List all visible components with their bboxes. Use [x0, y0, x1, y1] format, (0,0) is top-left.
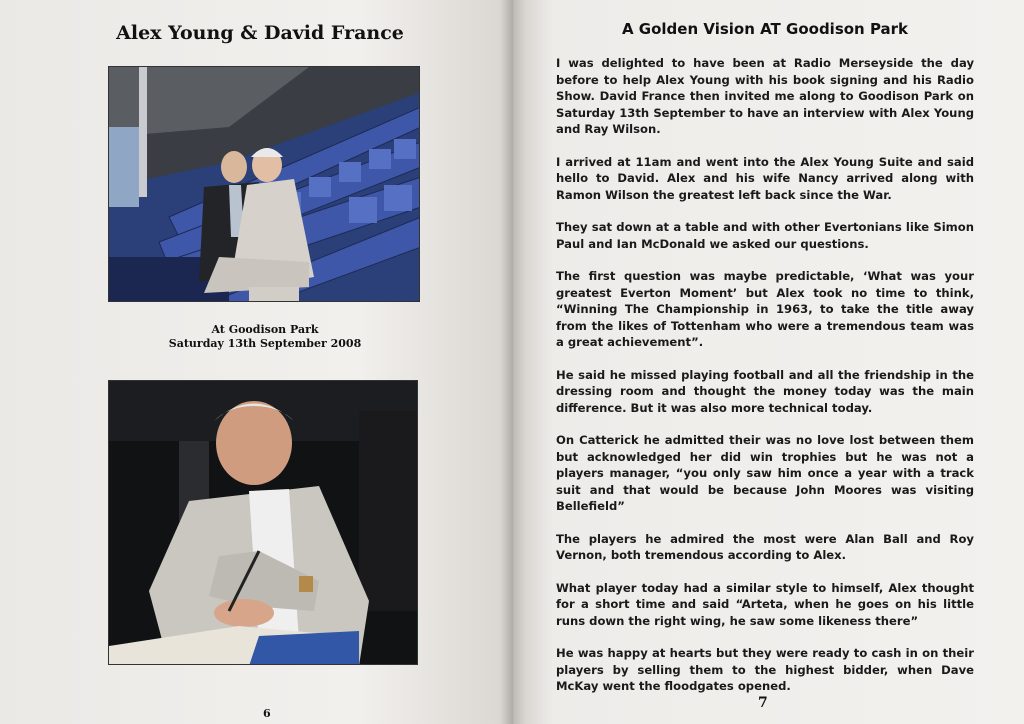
- paragraph-3: They sat down at a table and with other Evertonians like Simon Paul and Ian McDonald we asked our questions.: [556, 220, 974, 251]
- stadium-seats-illustration: [109, 67, 420, 302]
- paragraph-6: On Catterick he admitted their was no love lost between them but acknowledged her did win trophies but he was not a players manager, “you only saw him once a year with a track suit and that would be because John Moores was visiting Bellefield”: [556, 433, 974, 513]
- paragraph-9: He was happy at hearts but they were ready to cash in on their players by selling them to the highest bidder, when Dave McKay went the floodgates opened.: [556, 646, 974, 693]
- paragraph-7: The players he admired the most were Alan Ball and Roy Vernon, both tremendous according to Alex.: [556, 531, 974, 562]
- stadium-seats-photo: [108, 66, 420, 302]
- right-page-title: A Golden Vision AT Goodison Park: [621, 20, 909, 38]
- left-page-title: Alex Young & David France: [116, 22, 404, 44]
- book-spine: [500, 0, 526, 724]
- paragraph-4: The first question was maybe predictable, ‘What was your greatest Everton Moment’ but Alex took no time to think, “Winning The Championship in 1963, to take the title away from the likes of Tottenham who were a tremendous team was a great achievement”.: [556, 269, 974, 349]
- book-signing-illustration: [109, 381, 418, 665]
- paragraph-2: I arrived at 11am and went into the Alex Young Suite and said hello to David. Alex and his wife Nancy arrived along with Ramon Wilson the greatest left back since the War.: [556, 154, 974, 202]
- paragraph-1: I was delighted to have been at Radio Merseyside the day before to help Alex Young with his book signing and his Radio Show. David France then invited me along to Goodison Park on Saturday 13th September to have an interview with Alex Young and Ray Wilson.: [556, 56, 974, 136]
- page-number-left: 6: [263, 707, 271, 720]
- paragraph-5: He said he missed playing football and all the friendship in the dressing room and thought the money today was the main difference. But it was also more technical today.: [556, 367, 974, 415]
- page-number-right: 7: [758, 695, 768, 711]
- book-signing-photo: [108, 380, 418, 665]
- caption-line-1: At Goodison Park: [211, 323, 319, 336]
- article-body: [556, 55, 974, 711]
- caption-line-2: Saturday 13th September 2008: [168, 337, 362, 350]
- paragraph-8: What player today had a similar style to himself, Alex thought for a short time and said “Arteta, when he goes on his little runs down the right wing, he saw some likeness there”: [556, 580, 974, 628]
- photo-caption: [150, 323, 380, 351]
